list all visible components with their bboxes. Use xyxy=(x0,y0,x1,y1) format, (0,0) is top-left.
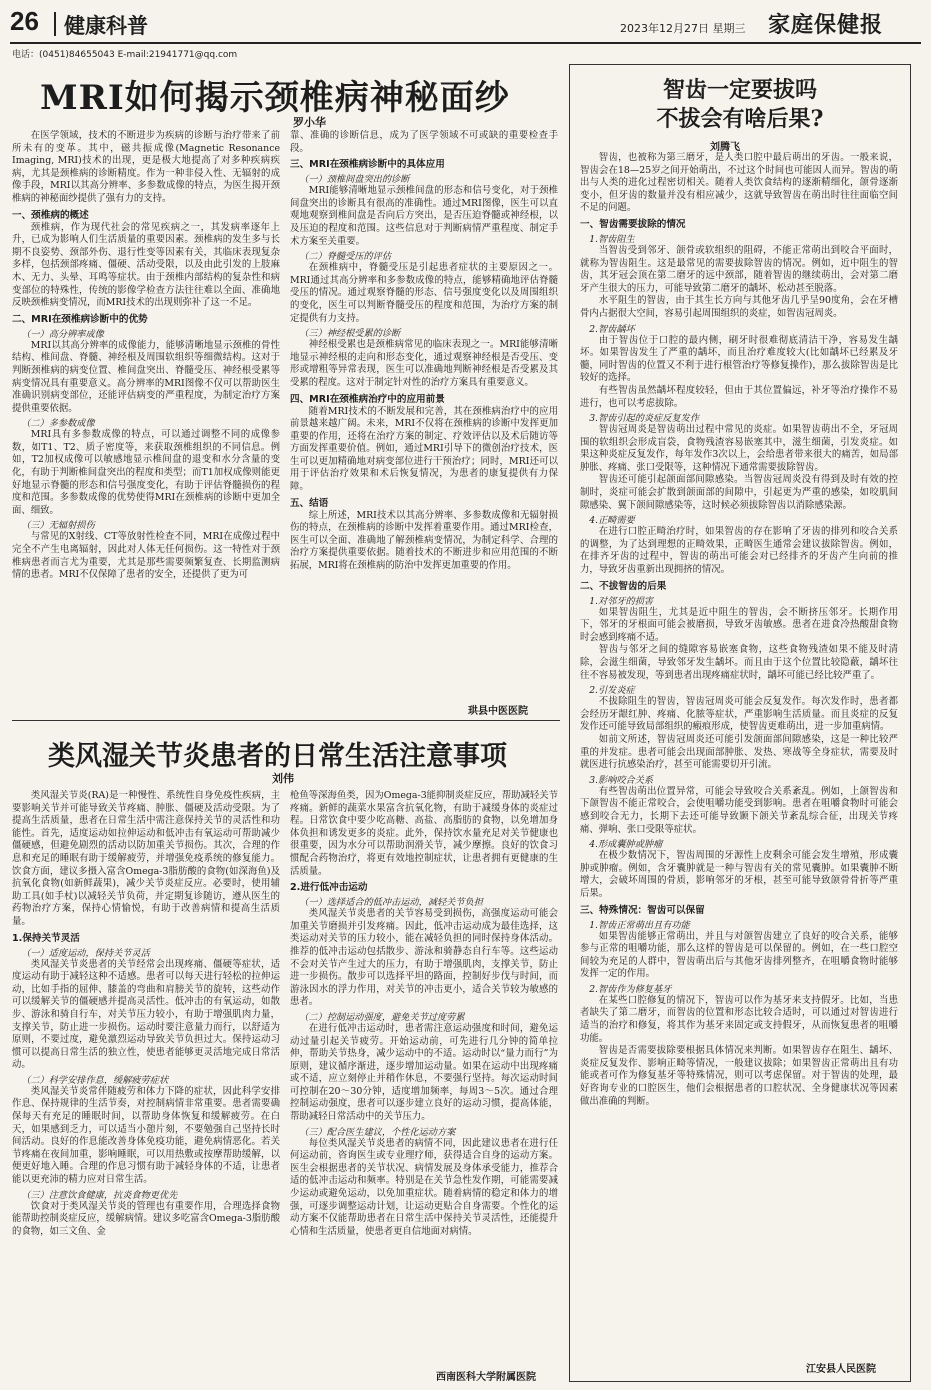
subheading: 2.进行低冲击运动 xyxy=(290,882,368,894)
subheading: 三、特殊情况：智齿可以保留 xyxy=(580,904,705,916)
subheading: （一）颈椎间盘突出的诊断 xyxy=(299,174,410,186)
subheading: （三）神经根受累的诊断 xyxy=(299,328,401,340)
issue-date: 2023年12月27日 星期三 xyxy=(620,22,746,35)
paragraph: 有些智齿虽然龋坏程度较轻，但由于其位置偏远，补牙等治疗操作不易进行，也可以考虑拔除。 xyxy=(580,384,898,409)
paragraph: 类风湿关节炎常伴随疲劳和体力下降的症状，因此科学安排作息、保持规律的生活节奏，对控制病情非常重要。患者需要确保每天有充足的睡眠时间，以帮助身体恢复和缓解疲劳。在白天，如果感到乏力，可以适当小憩片刻，不要勉强自己坚持长时间活动。良好的作息能改善身体免疫功能，避免病情恶化。若关节疼痛在夜间加重，影响睡眠，可以用热敷或按摩帮助缓解，以便更好地入睡。合理的作息习惯有助于减轻身体的不适，让患者能以更充沛的精力应对日常生活。 xyxy=(12,1085,280,1186)
paragraph: 颈椎病，作为现代社会的常见疾病之一，其发病率逐年上升，已成为影响人们生活质量的重要因素。颈椎病的发生多与长期不良姿势、颈部外伤、退行性变等因素有关，其临床表现复杂多样，包括颈部疼痛、僵硬、活动受限，以及由此引发的上肢麻木、无力、头晕、耳鸣等症状。由于颈椎内部结构的复杂性和病变部位的特殊性，传统的影像学检查方法往往难以全面、准确地反映颈椎病变情况，而MRI技术的出现则弥补了这一不足。 xyxy=(12,221,280,309)
paragraph: 靠、准确的诊断信息，成为了医学领域不可或缺的重要检查手段。 xyxy=(290,130,558,154)
subheading: 2.引发炎症 xyxy=(589,685,635,697)
newspaper-name: 家庭保健报 xyxy=(768,12,884,38)
paragraph: MRI能够清晰地显示颈椎间盘的形态和信号变化，对于颈椎间盘突出的诊断具有很高的准确性。通过MRI图像，医生可以直观地观察到椎间盘是否向后方突出，是否压迫脊髓或神经根，以及压迫的程度和范围。这些信息对于判断病情严重程度、制定手术方案至关重要。 xyxy=(290,185,558,247)
article2-title: 类风湿关节炎患者的日常生活注意事项 xyxy=(48,741,507,772)
paragraph: 水平阻生的智齿，由于其生长方向与其他牙齿几乎呈90度角，会在牙槽骨内占据很大空间，容易引起周围组织的炎症，如智齿冠周炎。 xyxy=(580,295,898,319)
paragraph: MRI具有多参数成像的特点，可以通过调整不同的成像参数，如T1、T2、质子密度等，来获取颈椎组织的不同信息。例如，T2加权成像可以敏感地显示椎间盘的退变和水分含量的变化，有助于判断椎间盘突出的程度和类型；而T1加权成像则能更好地显示脊髓的形态和信号强度变化，有助于评估脊髓损伤的程度和范围。多参数成像的优势使得MRI在颈椎病的诊断中更加全面、细致。 xyxy=(12,429,280,516)
header-divider xyxy=(54,12,56,36)
page-number: 26 xyxy=(10,6,39,36)
subheading: 1.智齿正常萌出且有功能 xyxy=(589,919,690,931)
paragraph: 每位类风湿关节炎患者的病情不同，因此建议患者在进行任何运动前，咨询医生或专业理疗师，获得适合自身的运动方案。医生会根据患者的关节状况、病情发展及身体承受能力，推荐合适的低冲击运动和频率。特别是在关节急性发作期，可能需要减少运动或避免运动，以免加重症状。随着病情的稳定和体力的增强，可逐步调整运动计划，让运动更贴合自身需要。个性化的运动方案不仅能帮助患者在日常生活中保持关节灵活性，还能提升心情和生活质量，使患者更自信地面对病情。 xyxy=(290,1137,558,1237)
subheading: 一、智齿需要拔除的情况 xyxy=(580,218,686,230)
subheading: 1.对邻牙的损害 xyxy=(589,595,654,607)
subheading: （一）高分辨率成像 xyxy=(21,328,104,340)
subheading: 4.形成囊肿或肿瘤 xyxy=(589,839,663,851)
subheading: 2.智齿龋坏 xyxy=(589,323,635,335)
header-rule xyxy=(10,42,921,44)
subheading: （三）注意饮食健康，抗炎食物更优先 xyxy=(21,1189,178,1201)
subheading: （二）多参数成像 xyxy=(21,418,95,430)
paragraph: 类风湿关节炎患者的关节容易受到损伤，高强度运动可能会加重关节磨损并引发疼痛。因此，低冲击运动成为最佳选择，这类运动对关节的压力较小，能在减轻负担的同时保持身体活动。推荐的低冲击运动包括散步、游泳和骑静态自行车等。这些运动不会对关节产生过大的压力，有助于增强肌肉，支撑关节，防止进一步损伤。散步可以选择平坦的路面，控制好步伐与时间，而游泳因水的浮力作用，对关节的冲击更小，适合关节较为敏感的患者。 xyxy=(290,908,558,1008)
paragraph: 智齿冠周炎是智齿萌出过程中常见的炎症。如果智齿萌出不全，牙冠周围的软组织会形成盲袋，食物残渣容易嵌塞其中，滋生细菌，引发炎症。如果这种炎症反复发作，每年发作3次以上，会给患者带来很大的痛苦，如局部肿胀、疼痛、张口受限等，这种情况下通常需要拔除智齿。 xyxy=(580,424,898,473)
subheading: （三）无辐射损伤 xyxy=(21,520,95,532)
paragraph: MRI以其高分辨率的成像能力，能够清晰地显示颈椎的骨性结构、椎间盘、脊髓、神经根及周围软组织等细微结构。这对于判断颈椎病的病变位置、椎间盘突出、脊髓受压、神经根受累等病变情况具有重要意义。高分辨率的MRI图像不仅可以帮助医生准确识别病变部位，还能评估病变的严重程度，为制定治疗方案提供重要依据。 xyxy=(12,339,280,414)
paragraph: 在进行低冲击运动时，患者需注意运动强度和时间，避免运动过量引起关节疲劳。开始运动前，可先进行几分钟的简单拉伸，帮助关节热身，减少运动中的不适。运动时以“量力而行”为原则，建议循序渐进，逐步增加运动量。如果在运动中出现疼痛或不适，应立刻停止并稍作休息，不要强行坚持。每次运动时间可控制在20～30分钟，适度增加频率，每周3～5次。通过合理控制运动强度，患者可以逐步建立良好的运动习惯，提高体能，帮助减轻日常活动中的关节压力。 xyxy=(290,1022,558,1123)
paragraph: 智齿，也被称为第三磨牙，是人类口腔中最后萌出的牙齿。一般来说，智齿会在18—25岁之间开始萌出，不过这个时间也可能因人而异。智齿的萌出与人类的进化过程密切相关。随着人类饮食结构的逐渐精细化，颌骨逐渐变小，但牙齿的数量并没有相应减少，这就导致智齿在萌出时往往面临空间不足的问题。 xyxy=(580,152,898,214)
paragraph: 在极少数情况下，智齿周围的牙源性上皮剩余可能会发生增殖，形成囊肿或肿瘤。例如，含牙囊肿就是一种与智齿有关的常见囊肿。如果囊肿不断增大，会破坏周围的骨质，影响邻牙的牙根，甚至可能导致颌骨骨折等严重后果。 xyxy=(580,850,898,899)
paragraph: 在颈椎病中，脊髓受压是引起患者症状的主要原因之一。MRI通过其高分辨率和多参数成像的特点，能够精确地评估脊髓受压的情况。通过观察脊髓的形态、信号强度变化以及周围组织的变化，医生可以判断脊髓受压的程度和范围，为治疗方案的制定提供有力支持。 xyxy=(290,262,558,324)
paragraph: 在医学领域，技术的不断进步为疾病的诊断与治疗带来了前所未有的变革。其中，磁共振成像(Magnetic Resonance Imaging, MRI)技术的出现，更是极大地提高了对多种疾病疾病，尤其是颈椎病的诊断精度。作为一种非侵入性、无辐射的成像手段，MRI以其高分辨率、多参数成像的特点，为医生揭开颈椎病的神秘面纱提供了强有力的支持。 xyxy=(12,130,280,204)
subheading: 五、结语 xyxy=(290,497,329,509)
contact-line: 电话：(0451)84655043 E-mail:21941771@qq.com xyxy=(12,50,238,60)
subheading: （一）选择适合的低冲击运动，减轻关节负担 xyxy=(299,897,483,909)
article2-author: 刘伟 xyxy=(272,772,294,785)
paragraph: 有些智齿萌出位置异常，可能会导致咬合关系紊乱。例如，上颌智齿和下颌智齿不能正常咬合，会使咀嚼功能受到影响。患者在咀嚼食物时可能会感到咬合无力，长期下去还可能导致颞下颌关节紊乱综合征，出现关节疼痛、弹响、张口受限等症状。 xyxy=(580,785,898,835)
article3-author: 刘腾飞 xyxy=(710,142,740,153)
article1-title: MRI如何揭示颈椎病神秘面纱 xyxy=(40,78,510,118)
subheading: 二、不拔智齿的后果 xyxy=(580,580,667,592)
article-divider xyxy=(12,720,560,721)
paragraph: 智齿是否需要拔除要根据具体情况来判断。如果智齿存在阻生、龋坏、炎症反复发作、影响正畸等情况，一般建议拔除；如果智齿正常萌出且有功能或者可作为修复基牙等特殊情况，则可以考虑保留。对于智齿的处理，最好咨询专业的口腔医生，他们会根据患者的口腔状况、全身健康状况等因素做出准确的判断。 xyxy=(580,1045,898,1107)
article3-title-line-2: 不拔会有啥后果? xyxy=(656,106,824,132)
subheading: 四、MRI在颈椎病治疗中的应用前景 xyxy=(290,393,445,405)
subheading: （三）配合医生建议，个性化运动方案 xyxy=(299,1126,456,1138)
subheading: （二）控制运动强度，避免关节过度劳累 xyxy=(299,1011,465,1023)
paragraph: 不拔除阻生的智齿，智齿冠周炎可能会反复发作。每次发作时，患者都会经历牙龈红肿、疼痛、化脓等症状，严重影响生活质量。而且炎症的反复发作还可能导致局部组织的瘢痕形成，使智齿更难萌出，进一步加重病情。 xyxy=(580,696,898,733)
subheading: 2.智齿作为修复基牙 xyxy=(589,983,672,995)
paragraph: 如前文所述，智齿冠周炎还可能引发颌面部间隙感染，这是一种比较严重的并发症。患者可能会出现面部肿胀、发热、寒战等全身症状，需要及时就医进行抗感染治疗，甚至可能需要切开引流。 xyxy=(580,733,898,771)
subheading: （二）脊髓受压的评估 xyxy=(299,251,392,263)
subheading: 3.智齿引起的炎症反复发作 xyxy=(589,413,700,425)
subheading: （一）适度运动，保持关节灵活 xyxy=(21,947,150,959)
paragraph: 智齿与邻牙之间的缝隙容易嵌塞食物，这些食物残渣如果不能及时清除，会滋生细菌，导致邻牙发生龋坏。而且由于这个位置比较隐蔽，龋坏往往不容易被发现，等到患者出现疼痛症状时，龋坏可能已经比较严重了。 xyxy=(580,644,898,681)
paragraph: 枪鱼等深海鱼类，因为Omega-3能抑制炎症反应，帮助减轻关节疼痛。新鲜的蔬菜水果富含抗氧化物，有助于减缓身体的炎症过程。日常饮食中要少吃高糖、高盐、高脂肪的食物，以免增加身体负担和诱发更多的炎症。此外，保持饮水量充足对关节健康也很重要，因为水分可以帮助润滑关节，减少摩擦。良好的饮食习惯配合药物治疗，将更有效地控制症状，让患者拥有更健康的生活质量。 xyxy=(290,790,558,877)
article3-body xyxy=(580,152,898,1356)
article2-source: 西南医科大学附属医院 xyxy=(436,1372,536,1383)
article1-column-2 xyxy=(290,130,558,700)
article1-column-1 xyxy=(12,130,280,712)
paragraph: 当智齿受到邻牙、颌骨或软组织的阻碍，不能正常萌出到咬合平面时，就称为智齿阻生。这是最常见的需要拔除智齿的情况。例如，近中阻生的智齿，其牙冠会顶在第二磨牙的远中颈部，随着智齿的继续萌出，会对第二磨牙产生很大的压力，可能导致第二磨牙的龋坏、松动甚至脱落。 xyxy=(580,244,898,294)
paragraph: 如果智齿能够正常萌出，并且与对颌智齿建立了良好的咬合关系，能够参与正常的咀嚼功能，那么这样的智齿是可以保留的。例如，在一些口腔空间较为充足的人群中，智齿萌出后与其他牙齿排列整齐，在咀嚼食物时能够发挥一定的作用。 xyxy=(580,930,898,980)
subheading: 1.智齿阻生 xyxy=(589,233,635,245)
subheading: 二、MRI在颈椎病诊断中的优势 xyxy=(12,313,148,325)
paragraph: 随着MRI技术的不断发展和完善，其在颈椎病治疗中的应用前景越来越广阔。未来，MRI不仅将在颈椎病的诊断中发挥更加重要的作用，还将在治疗方案的制定、疗效评估以及术后随访等方面发挥重要价值。例如，通过MRI引导下的微创治疗技术，医生可以更加精确地对病变部位进行干预治疗；同时，MRI还可以用于评估治疗效果和术后恢复情况，为患者的康复提供有力保障。 xyxy=(290,405,558,493)
article3-title xyxy=(569,76,911,134)
paragraph: 由于智齿位于口腔的最内侧，刷牙时很难彻底清洁干净，容易发生龋坏。如果智齿发生了严重的龋坏，而且治疗难度较大(比如龋坏已经累及牙髓，同时智齿的位置又不利于进行根管治疗等修复操作)，那么拔除智齿是比较好的选择。 xyxy=(580,334,898,384)
paragraph: 饮食对于类风湿关节炎的管理也有重要作用，合理选择食物能帮助控制炎症反应，缓解病情。建议多吃富含Omega-3脂肪酸的食物，如三文鱼、金 xyxy=(12,1200,280,1237)
article2-column-2 xyxy=(290,790,558,1366)
article1-source: 珙县中医医院 xyxy=(468,706,528,717)
paragraph: 与常见的X射线、CT等放射性检查不同，MRI在成像过程中完全不产生电离辐射，因此对人体无任何损伤。这一特性对于颈椎病患者而言尤为重要，尤其是那些需要频繁复查、长期监测病情的患者。MRI不仅保障了患者的安全，还提供了更为可 xyxy=(12,531,280,581)
subheading: （二）科学安排作息，缓解疲劳症状 xyxy=(21,1074,169,1086)
subheading: 一、颈椎病的概述 xyxy=(12,209,89,221)
paragraph: 在某些口腔修复的情况下，智齿可以作为基牙来支持假牙。比如，当患者缺失了第二磨牙，而智齿的位置和形态比较合适时，可以通过对智齿进行适当的治疗和修复，将其作为基牙来固定或支持假牙，从而恢复患者的咀嚼功能。 xyxy=(580,994,898,1044)
subheading: 三、MRI在颈椎病诊断中的具体应用 xyxy=(290,159,445,171)
subheading: 3.影响咬合关系 xyxy=(589,774,654,786)
article3-source: 江安县人民医院 xyxy=(806,1364,876,1375)
paragraph: 类风湿关节炎患者的关节经常会出现疼痛、僵硬等症状，适度运动有助于减轻这种不适感。患者可以每天进行轻松的拉伸运动，比如手指的屈伸、膝盖的弯曲和肩膀关节的旋转，这些动作可以缓解关节的僵硬感并提高灵活性。低冲击的有氧运动，如散步、游泳和骑自行车，对关节压力较小，有助于增强肌肉力量，支撑关节，防止进一步损伤。运动时要注意量力而行，以舒适为原则，不要过度，避免激烈运动导致关节负担过大。保持运动习惯可以提高日常生活的独立性，使患者能够更灵活地完成日常活动。 xyxy=(12,958,280,1071)
paragraph: 智齿还可能引起颌面部间隙感染。当智齿冠周炎没有得到及时有效的控制时，炎症可能会扩散到颌面部的间隙中，引起更为严重的感染，如咬肌间隙感染、翼下颌间隙感染等，这时候必须拔除智齿以消除感染源。 xyxy=(580,474,898,511)
section-title: 健康科普 xyxy=(64,13,148,38)
paragraph: 类风湿关节炎(RA)是一种慢性、系统性自身免疫性疾病，主要影响关节并可能导致关节疼痛、肿胀、僵硬及活动受限。为了提高生活质量，患者在日常生活中需注意保持关节的灵活性和功能性。首先，适度运动如拉伸运动和低冲击有氧运动可帮助减少僵硬感，但避免剧烈的活动以防加重关节损伤。其次，合理的作息和充足的睡眠有助于缓解疲劳，并增强免疫系统的修复能力。饮食方面，建议多摄入富含Omega-3脂肪酸的食物(如深海鱼)及抗氧化食物(如新鲜蔬果)，减少关节炎症反应。必要时，使用辅助工具(如手杖)以减轻关节负荷，并定期复诊随访，遵从医生的药物治疗方案，保持心情愉悦，有助于改善病情和提高生活质量。 xyxy=(12,790,280,927)
paragraph: 在进行口腔正畸治疗时，如果智齿的存在影响了牙齿的排列和咬合关系的调整，为了达到理想的正畸效果，正畸医生通常会建议拔除智齿。例如，在排齐牙齿的过程中，智齿的萌出可能会对已经排齐的牙齿产生向前的推力，导致牙齿重新出现拥挤的情况。 xyxy=(580,526,898,576)
paragraph: 综上所述，MRI技术以其高分辨率、多参数成像和无辐射损伤的特点，在颈椎病的诊断中发挥着重要作用。通过MRI检查，医生可以全面、准确地了解颈椎病变情况，为制定科学、合理的治疗方案提供重要依据。随着技术的不断进步和应用范围的不断拓展，MRI将在颈椎病的防治中发挥更加重要的作用。 xyxy=(290,509,558,572)
subheading: 4.正畸需要 xyxy=(589,515,635,527)
article2-column-1 xyxy=(12,790,280,1380)
paragraph: 神经根受累也是颈椎病常见的临床表现之一。MRI能够清晰地显示神经根的走向和形态变化，通过观察神经根是否受压、变形或增粗等异常表现，医生可以准确地判断神经根是否受累及其受累的程度。这对于制定针对性的治疗方案具有重要意义。 xyxy=(290,339,558,388)
article3-title-line-1: 智齿一定要拔吗 xyxy=(662,77,817,103)
page-header xyxy=(10,6,921,40)
article1-author: 罗小华 xyxy=(293,116,326,129)
paragraph: 如果智齿阻生，尤其是近中阻生的智齿，会不断挤压邻牙。长期作用下，邻牙的牙根面可能会被磨损，导致牙齿敏感。患者在进食冷热酸甜食物时会感到疼痛不适。 xyxy=(580,606,898,643)
subheading: 1.保持关节灵活 xyxy=(12,932,80,944)
